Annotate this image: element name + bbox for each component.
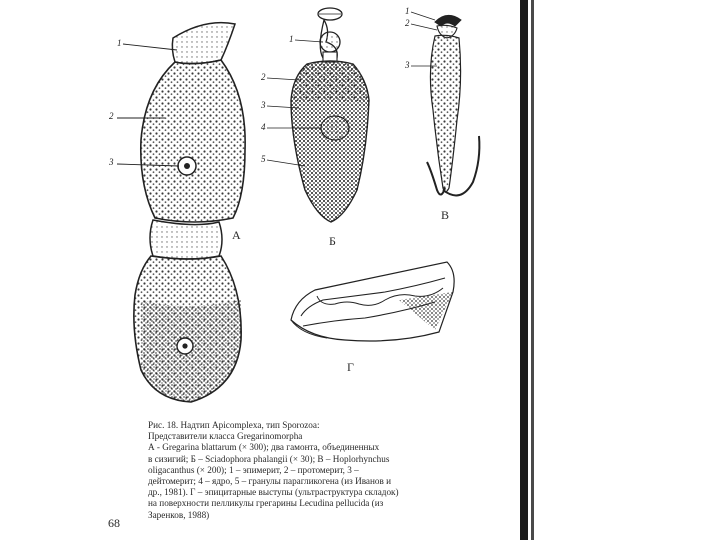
label-b-3: 3	[261, 100, 266, 110]
panel-b-drawing	[267, 8, 369, 222]
label-a-2: 2	[109, 111, 114, 121]
label-a-1: 1	[117, 38, 122, 48]
label-b-1: 1	[289, 34, 294, 44]
caption-subtitle: Представители класса Gregarinomorpha	[148, 431, 303, 442]
label-b-2: 2	[261, 72, 266, 82]
panel-v-drawing	[411, 12, 479, 195]
label-v-1: 1	[405, 6, 410, 16]
caption-line: А - Gregarina blattarum (× 300); два гамонта, объединенных	[148, 442, 380, 453]
caption-line: Заренков, 1988)	[148, 509, 210, 520]
caption-line: в сизигий; Б – Sciadophora phalangii (× 30); В – Hoplorhynchus	[148, 453, 390, 464]
panel-label-v: В	[441, 208, 450, 222]
label-b-4: 4	[261, 122, 266, 132]
page-binding-shadow	[520, 0, 528, 540]
panel-label-a: А	[232, 228, 241, 242]
panel-g-drawing	[291, 262, 454, 341]
label-v-2: 2	[405, 18, 410, 28]
caption-line: oligacanthus (× 200); 1 – эпимерит, 2 – протомерит, 3 –	[148, 464, 359, 475]
label-v-3: 3	[405, 60, 410, 70]
panel-label-b: Б	[329, 234, 336, 248]
caption-line: на поверхности пелликулы грегарины Lecudina pellucida (из	[148, 498, 384, 509]
page-number: 68	[108, 516, 120, 530]
caption-line: др., 1981). Г – эпицитарные выступы (ультраструктура складок)	[148, 487, 399, 498]
gregarine-drawings	[95, 0, 515, 405]
label-b-5: 5	[261, 154, 266, 164]
page-binding-line	[531, 0, 534, 540]
caption-line: дейтомерит; 4 – ядро, 5 – гранулы парагликогена (из Иванов и	[148, 476, 392, 487]
label-a-3: 3	[109, 157, 114, 167]
panel-a-drawing	[117, 23, 245, 402]
caption-title: Рис. 18. Надтип Apicomplexa, тип Sporozoa:	[148, 420, 320, 430]
figure-18	[95, 0, 515, 405]
figure-caption	[148, 420, 456, 521]
panel-label-g: Г	[347, 360, 354, 374]
